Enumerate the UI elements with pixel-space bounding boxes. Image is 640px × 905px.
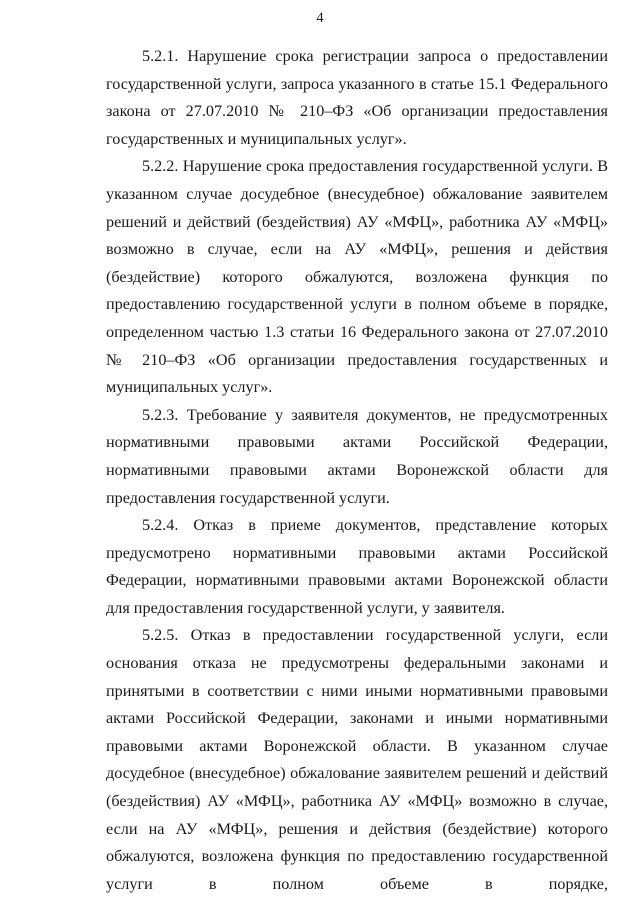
paragraph-5-2-1: 5.2.1. Нарушение срока регистрации запроса о предоставлении государственной услуги, запроса указанного в статье 15.1 Федерального закона от 27.07.2010 № 210–ФЗ «Об организации предоставления государственных и муниципальных услуг». bbox=[106, 47, 608, 148]
document-body bbox=[106, 43, 608, 898]
paragraph-5-2-5: 5.2.5. Отказ в предоставлении государственной услуги, если основания отказа не предусмотрены федеральными законами и принятыми в соответствии с ними иными нормативными правовыми актами Российской Федерации, законами и иными нормативными правовыми актами Воронежской области. В указанном случае досудебное (внесудебное) обжалование заявителем решений и действий (бездействия) АУ «МФЦ», работника АУ «МФЦ» возможно в случае, если на АУ «МФЦ», решения и действия (бездействие) которого обжалуются, возложена функция по предоставлению государственной услуги в полном объеме в порядке, bbox=[106, 626, 608, 893]
page-number: 4 bbox=[316, 10, 324, 26]
paragraph-5-2-4: 5.2.4. Отказ в приеме документов, представление которых предусмотрено нормативными правовыми актами Российской Федерации, нормативными правовыми актами Воронежской области для предоставления государственной услуги, у заявителя. bbox=[106, 516, 608, 617]
paragraph-5-2-2: 5.2.2. Нарушение срока предоставления государственной услуги. В указанном случае досудебное (внесудебное) обжалование заявителем решений и действий (бездействия) АУ «МФЦ», работника АУ «МФЦ» возможно в случае, если на АУ «МФЦ», решения и действия (бездействие) которого обжалуются, возложена функция по предоставлению государственной услуги в полном объеме в порядке, определенном частью 1.3 статьи 16 Федерального закона от 27.07.2010 № 210–ФЗ «Об организации предоставления государственных и муниципальных услуг». bbox=[106, 157, 608, 397]
paragraph-5-2-3: 5.2.3. Требование у заявителя документов, не предусмотренных нормативными правовыми актами Российской Федерации, нормативными правовыми актами Воронежской области для предоставления государственной услуги. bbox=[106, 405, 608, 507]
